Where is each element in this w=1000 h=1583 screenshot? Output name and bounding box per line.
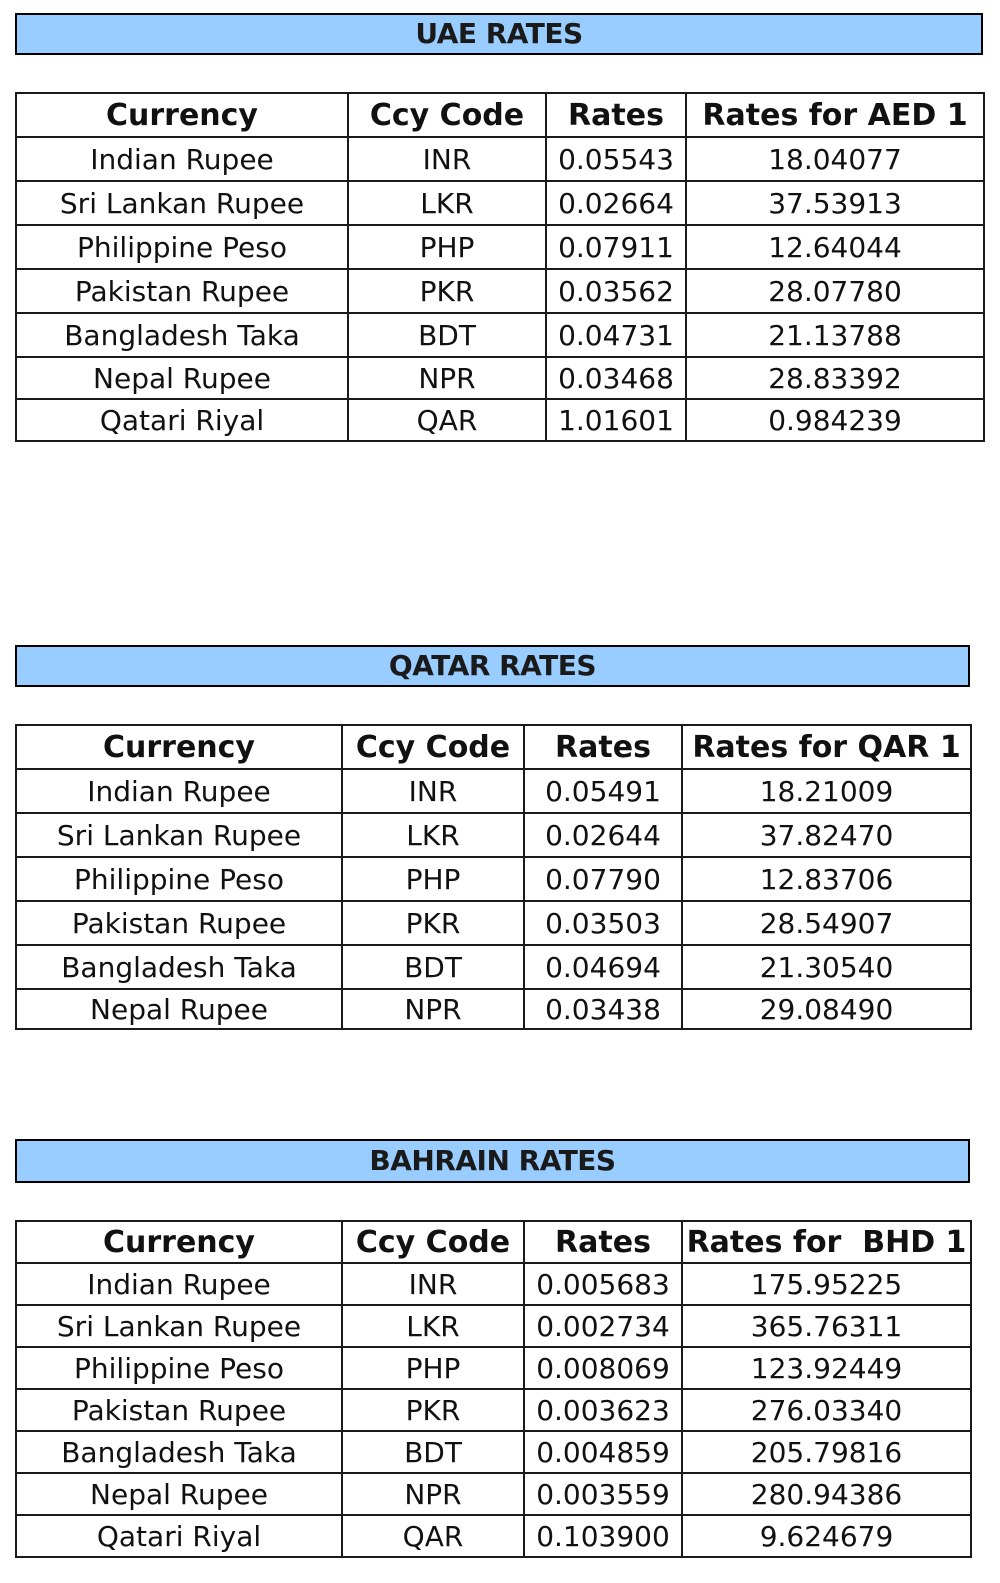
- cell-rate-for: 21.13788: [686, 313, 984, 357]
- header-currency: Currency: [16, 1221, 342, 1263]
- table-row: [16, 1431, 971, 1473]
- table-row: [16, 1389, 971, 1431]
- header-rates-for: Rates for AED 1: [686, 93, 984, 137]
- cell-rate: 0.003559: [524, 1473, 682, 1515]
- cell-rate-for: 12.64044: [686, 225, 984, 269]
- table-row: [16, 225, 984, 269]
- cell-ccy-code: LKR: [342, 1305, 524, 1347]
- header-ccy-code: Ccy Code: [342, 725, 524, 769]
- cell-ccy-code: PKR: [342, 901, 524, 945]
- cell-rate: 1.01601: [546, 399, 686, 441]
- table-row: [16, 1305, 971, 1347]
- cell-currency: Philippine Peso: [16, 225, 348, 269]
- cell-rate-for: 21.30540: [682, 945, 971, 989]
- cell-rate: 0.005683: [524, 1263, 682, 1305]
- header-rates: Rates: [524, 1221, 682, 1263]
- cell-currency: Bangladesh Taka: [16, 1431, 342, 1473]
- cell-rate-for: 28.54907: [682, 901, 971, 945]
- cell-currency: Nepal Rupee: [16, 357, 348, 399]
- uae-rates-banner: [15, 13, 983, 55]
- table-row: [16, 399, 984, 441]
- cell-currency: Bangladesh Taka: [16, 945, 342, 989]
- table-row: [16, 1263, 971, 1305]
- cell-rate-for: 9.624679: [682, 1515, 971, 1557]
- table-row: [16, 269, 984, 313]
- cell-currency: Pakistan Rupee: [16, 269, 348, 313]
- cell-currency: Pakistan Rupee: [16, 1389, 342, 1431]
- cell-rate-for: 280.94386: [682, 1473, 971, 1515]
- header-ccy-code: Ccy Code: [342, 1221, 524, 1263]
- cell-rate: 0.04731: [546, 313, 686, 357]
- table-row: [16, 1515, 971, 1557]
- cell-rate-for: 18.21009: [682, 769, 971, 813]
- cell-rate: 0.004859: [524, 1431, 682, 1473]
- cell-currency: Nepal Rupee: [16, 989, 342, 1029]
- cell-rate: 0.008069: [524, 1347, 682, 1389]
- cell-rate-for: 37.53913: [686, 181, 984, 225]
- cell-ccy-code: QAR: [342, 1515, 524, 1557]
- cell-ccy-code: INR: [348, 137, 546, 181]
- table-row: [16, 313, 984, 357]
- table-row: [16, 1347, 971, 1389]
- cell-ccy-code: BDT: [348, 313, 546, 357]
- cell-currency: Sri Lankan Rupee: [16, 1305, 342, 1347]
- header-currency: Currency: [16, 725, 342, 769]
- cell-rate: 0.03562: [546, 269, 686, 313]
- cell-ccy-code: PHP: [342, 1347, 524, 1389]
- cell-currency: Qatari Riyal: [16, 1515, 342, 1557]
- uae-rates-title: UAE RATES: [415, 17, 583, 50]
- cell-rate-for: 37.82470: [682, 813, 971, 857]
- table-row: [16, 769, 971, 813]
- table-row: [16, 1473, 971, 1515]
- cell-rate-for: 18.04077: [686, 137, 984, 181]
- cell-ccy-code: INR: [342, 769, 524, 813]
- cell-rate-for: 276.03340: [682, 1389, 971, 1431]
- cell-rate: 0.02644: [524, 813, 682, 857]
- cell-ccy-code: INR: [342, 1263, 524, 1305]
- cell-currency: Indian Rupee: [16, 1263, 342, 1305]
- cell-ccy-code: NPR: [342, 1473, 524, 1515]
- cell-ccy-code: PKR: [348, 269, 546, 313]
- cell-ccy-code: BDT: [342, 945, 524, 989]
- bahrain-rates-table: [15, 1220, 972, 1558]
- cell-rate-for: 205.79816: [682, 1431, 971, 1473]
- cell-currency: Sri Lankan Rupee: [16, 813, 342, 857]
- cell-rate: 0.003623: [524, 1389, 682, 1431]
- bahrain-rates-banner: [15, 1139, 970, 1183]
- cell-rate-for: 28.83392: [686, 357, 984, 399]
- cell-rate-for: 123.92449: [682, 1347, 971, 1389]
- cell-rate: 0.103900: [524, 1515, 682, 1557]
- cell-ccy-code: PHP: [342, 857, 524, 901]
- table-row: [16, 137, 984, 181]
- table-header-row: [16, 93, 984, 137]
- cell-ccy-code: QAR: [348, 399, 546, 441]
- cell-ccy-code: NPR: [348, 357, 546, 399]
- bahrain-rates-title: BAHRAIN RATES: [369, 1144, 616, 1177]
- cell-rate: 0.02664: [546, 181, 686, 225]
- table-row: [16, 357, 984, 399]
- cell-ccy-code: NPR: [342, 989, 524, 1029]
- cell-rate: 0.03503: [524, 901, 682, 945]
- cell-ccy-code: PHP: [348, 225, 546, 269]
- cell-rate: 0.07790: [524, 857, 682, 901]
- table-row: [16, 813, 971, 857]
- cell-rate-for: 12.83706: [682, 857, 971, 901]
- table-header-row: [16, 725, 971, 769]
- cell-ccy-code: LKR: [342, 813, 524, 857]
- header-rates-for: Rates for BHD 1: [682, 1221, 971, 1263]
- cell-rate-for: 28.07780: [686, 269, 984, 313]
- table-row: [16, 945, 971, 989]
- uae-rates-table: [15, 92, 985, 442]
- cell-currency: Nepal Rupee: [16, 1473, 342, 1515]
- header-rates: Rates: [524, 725, 682, 769]
- cell-rate: 0.03438: [524, 989, 682, 1029]
- cell-rate: 0.04694: [524, 945, 682, 989]
- qatar-rates-banner: [15, 645, 970, 687]
- table-row: [16, 901, 971, 945]
- cell-rate: 0.03468: [546, 357, 686, 399]
- cell-rate-for: 29.08490: [682, 989, 971, 1029]
- cell-rate-for: 175.95225: [682, 1263, 971, 1305]
- table-row: [16, 181, 984, 225]
- qatar-rates-table: [15, 724, 972, 1030]
- cell-rate-for: 0.984239: [686, 399, 984, 441]
- cell-rate: 0.07911: [546, 225, 686, 269]
- cell-rate: 0.05491: [524, 769, 682, 813]
- cell-currency: Philippine Peso: [16, 857, 342, 901]
- cell-currency: Pakistan Rupee: [16, 901, 342, 945]
- cell-currency: Bangladesh Taka: [16, 313, 348, 357]
- cell-currency: Indian Rupee: [16, 137, 348, 181]
- cell-rate: 0.05543: [546, 137, 686, 181]
- cell-rate-for: 365.76311: [682, 1305, 971, 1347]
- table-row: [16, 857, 971, 901]
- cell-ccy-code: LKR: [348, 181, 546, 225]
- cell-currency: Qatari Riyal: [16, 399, 348, 441]
- header-rates-for: Rates for QAR 1: [682, 725, 971, 769]
- header-ccy-code: Ccy Code: [348, 93, 546, 137]
- header-currency: Currency: [16, 93, 348, 137]
- cell-currency: Indian Rupee: [16, 769, 342, 813]
- header-rates: Rates: [546, 93, 686, 137]
- cell-rate: 0.002734: [524, 1305, 682, 1347]
- table-header-row: [16, 1221, 971, 1263]
- cell-currency: Sri Lankan Rupee: [16, 181, 348, 225]
- cell-ccy-code: BDT: [342, 1431, 524, 1473]
- cell-ccy-code: PKR: [342, 1389, 524, 1431]
- table-row: [16, 989, 971, 1029]
- cell-currency: Philippine Peso: [16, 1347, 342, 1389]
- qatar-rates-title: QATAR RATES: [388, 649, 597, 682]
